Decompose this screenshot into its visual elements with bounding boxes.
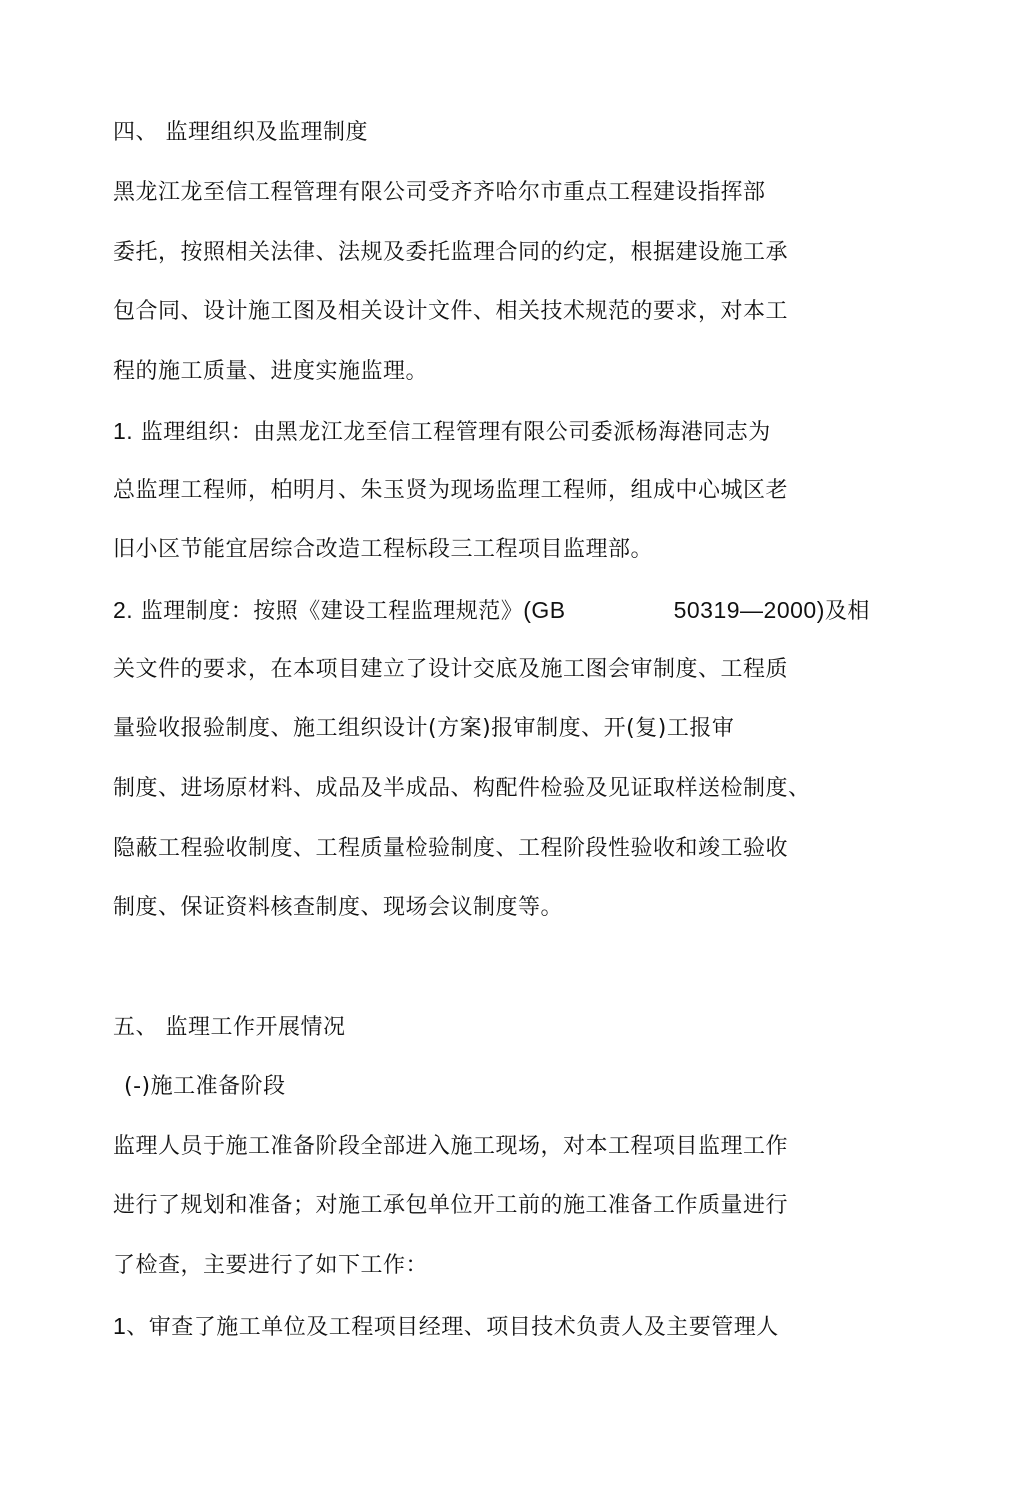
item-text: 、审查了施工单位及工程项目经理、项目技术负责人及主要管理人 bbox=[126, 1315, 779, 1340]
item-1-line: 旧小区节能宜居综合改造工程标段三工程项目监理部。 bbox=[113, 537, 654, 562]
item-1-line: 总监理工程师，柏明月、朱玉贤为现场监理工程师，组成中心城区老 bbox=[113, 478, 789, 503]
section-4-paragraph-line: 包合同、设计施工图及相关设计文件、相关技术规范的要求，对本工 bbox=[113, 299, 789, 324]
section-5-heading: 五、 监理工作开展情况 bbox=[113, 1015, 346, 1040]
item-text: 监理制度：按照《建设工程监理规范》 bbox=[140, 599, 524, 624]
item-2-line: 隐蔽工程验收制度、工程质量检验制度、工程阶段性验收和竣工验收 bbox=[113, 836, 789, 861]
section-5-paragraph-line: 监理人员于施工准备阶段全部进入施工现场，对本工程项目监理工作 bbox=[113, 1134, 789, 1159]
section-4-paragraph-line: 委托，按照相关法律、法规及委托监理合同的约定，根据建设施工承 bbox=[113, 240, 789, 265]
item-2-line: 制度、保证资料核查制度、现场会议制度等。 bbox=[113, 895, 564, 920]
section-5-subheading: (-)施工准备阶段 bbox=[124, 1074, 286, 1099]
item-text-tail: 及相 bbox=[824, 599, 870, 624]
item-number: 1. bbox=[113, 418, 134, 444]
item-2-line: 关文件的要求，在本项目建立了设计交底及施工图会审制度、工程质 bbox=[113, 657, 789, 682]
section-4-paragraph-line: 黑龙江龙至信工程管理有限公司受齐齐哈尔市重点工程建设指挥部 bbox=[113, 180, 766, 205]
standard-code-prefix: (GB bbox=[523, 597, 566, 623]
section-4-heading: 四、 监理组织及监理制度 bbox=[113, 120, 368, 145]
section-5-item-1-line bbox=[113, 1311, 779, 1343]
item-number: 1 bbox=[113, 1313, 127, 1339]
section-5-paragraph-line: 了检查，主要进行了如下工作： bbox=[113, 1253, 429, 1278]
item-2-line: 制度、进场原材料、成品及半成品、构配件检验及见证取样送检制度、 bbox=[113, 776, 811, 801]
item-number: 2. bbox=[113, 597, 134, 623]
section-5-paragraph-line: 进行了规划和准备；对施工承包单位开工前的施工准备工作质量进行 bbox=[113, 1193, 789, 1218]
standard-code-number: 50319—2000) bbox=[673, 597, 825, 623]
item-2-line: 量验收报验制度、施工组织设计(方案)报审制度、开(复)工报审 bbox=[113, 716, 735, 741]
item-2-first-line bbox=[113, 595, 870, 627]
item-1-first-line bbox=[113, 416, 771, 448]
item-text: 监理组织：由黑龙江龙至信工程管理有限公司委派杨海港同志为 bbox=[140, 420, 771, 445]
section-4-paragraph-line: 程的施工质量、进度实施监理。 bbox=[113, 359, 429, 384]
